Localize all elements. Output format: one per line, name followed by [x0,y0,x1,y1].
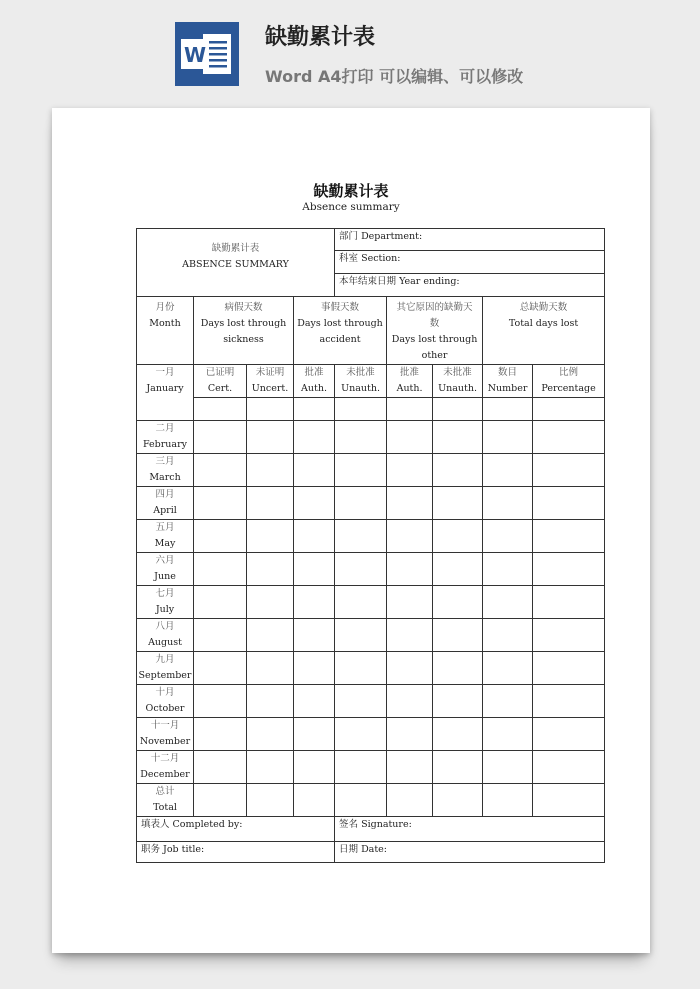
data-cell[interactable] [483,520,533,553]
data-cell[interactable] [387,520,433,553]
data-cell[interactable] [247,718,294,751]
data-cell[interactable] [387,454,433,487]
data-cell[interactable] [533,520,605,553]
month-row-may: 五月 May [137,520,194,553]
month-row-total: 总计 Total [137,784,194,817]
data-cell[interactable] [483,652,533,685]
data-cell[interactable] [483,784,533,817]
data-cell[interactable] [533,398,605,421]
data-cell[interactable] [335,398,387,421]
header-banner [0,0,700,100]
data-cell[interactable] [433,751,483,784]
data-cell[interactable] [483,685,533,718]
data-cell[interactable] [387,586,433,619]
data-cell[interactable] [533,553,605,586]
data-cell[interactable] [433,421,483,454]
subheader-unauth: 未批准 Unauth. [433,365,483,398]
data-cell[interactable] [335,784,387,817]
data-cell[interactable] [335,652,387,685]
doc-subtitle: Absence summary [302,201,400,213]
data-cell[interactable] [433,784,483,817]
data-cell[interactable] [294,586,335,619]
data-cell[interactable] [387,784,433,817]
subheader-unauth: 未批准 Unauth. [335,365,387,398]
col-header-sickness: 病假天数 Days lost through sickness [194,297,294,365]
data-cell[interactable] [533,487,605,520]
data-cell[interactable] [194,751,247,784]
data-cell[interactable] [483,454,533,487]
data-cell[interactable] [335,685,387,718]
data-cell[interactable] [483,487,533,520]
subheader-cert: 已证明 Cert. [194,365,247,398]
data-cell[interactable] [483,421,533,454]
data-cell[interactable] [433,718,483,751]
data-cell[interactable] [247,553,294,586]
data-cell[interactable] [433,619,483,652]
data-cell[interactable] [433,454,483,487]
data-cell[interactable] [247,619,294,652]
month-row-march: 三月 March [137,454,194,487]
data-cell[interactable] [294,652,335,685]
data-cell[interactable] [247,784,294,817]
data-cell[interactable] [335,718,387,751]
month-row-january: 一月 January [137,365,194,421]
data-cell[interactable] [483,619,533,652]
completed-by-field[interactable]: 填表人 Completed by: [137,817,335,842]
data-cell[interactable] [247,685,294,718]
section-field[interactable]: 科室 Section: [335,251,605,274]
signature-field[interactable]: 签名 Signature: [335,817,605,842]
month-row-february: 二月 February [137,421,194,454]
col-header-month: 月份 Month [137,297,194,365]
data-cell[interactable] [433,652,483,685]
month-row-september: 九月 September [137,652,194,685]
month-row-june: 六月 June [137,553,194,586]
data-cell[interactable] [335,751,387,784]
col-header-other: 其它原因的缺勤天数 Days lost through other [387,297,483,365]
subheader-percentage: 比例 Percentage [533,365,605,398]
data-cell[interactable] [433,398,483,421]
data-cell[interactable] [533,586,605,619]
data-cell[interactable] [247,487,294,520]
data-cell[interactable] [387,751,433,784]
data-cell[interactable] [194,718,247,751]
data-cell[interactable] [387,652,433,685]
data-cell[interactable] [294,553,335,586]
data-cell[interactable] [483,553,533,586]
year-ending-field[interactable]: 本年结束日期 Year ending: [335,274,605,297]
data-cell[interactable] [247,398,294,421]
app-title: 缺勤累计表 [265,25,376,50]
data-cell[interactable] [433,586,483,619]
data-cell[interactable] [335,586,387,619]
data-cell[interactable] [247,751,294,784]
month-row-july: 七月 July [137,586,194,619]
col-header-total: 总缺勤天数 Total days lost [483,297,605,365]
subheader-auth: 批准 Auth. [387,365,433,398]
data-cell[interactable] [483,751,533,784]
data-cell[interactable] [433,520,483,553]
data-cell[interactable] [433,685,483,718]
data-cell[interactable] [387,421,433,454]
data-cell[interactable] [294,487,335,520]
data-cell[interactable] [194,685,247,718]
data-cell[interactable] [294,751,335,784]
month-row-december: 十二月 December [137,751,194,784]
date-field[interactable]: 日期 Date: [335,842,605,863]
data-cell[interactable] [533,652,605,685]
data-cell[interactable] [335,520,387,553]
data-cell[interactable] [387,487,433,520]
data-cell[interactable] [247,652,294,685]
col-header-accident: 事假天数 Days lost through accident [294,297,387,365]
data-cell[interactable] [433,487,483,520]
data-cell[interactable] [335,487,387,520]
data-cell[interactable] [387,685,433,718]
data-cell[interactable] [194,652,247,685]
subheader-uncert: 未证明 Uncert. [247,365,294,398]
data-cell[interactable] [294,398,335,421]
data-cell[interactable] [483,398,533,421]
data-cell[interactable] [483,586,533,619]
month-row-april: 四月 April [137,487,194,520]
data-cell[interactable] [294,454,335,487]
data-cell[interactable] [533,421,605,454]
data-cell[interactable] [335,421,387,454]
data-cell[interactable] [387,619,433,652]
department-field[interactable]: 部门 Department: [335,229,605,251]
data-cell[interactable] [433,553,483,586]
data-cell[interactable] [533,454,605,487]
data-cell[interactable] [194,784,247,817]
job-title-field[interactable]: 职务 Job title: [137,842,335,863]
data-cell[interactable] [294,520,335,553]
data-cell[interactable] [194,487,247,520]
month-row-october: 十月 October [137,685,194,718]
data-cell[interactable] [294,421,335,454]
data-cell[interactable] [194,553,247,586]
data-cell[interactable] [533,751,605,784]
month-row-november: 十一月 November [137,718,194,751]
data-cell[interactable] [247,421,294,454]
data-cell[interactable] [247,586,294,619]
month-row-august: 八月 August [137,619,194,652]
data-cell[interactable] [247,454,294,487]
data-cell[interactable] [194,454,247,487]
data-cell[interactable] [533,685,605,718]
data-cell[interactable] [294,685,335,718]
data-cell[interactable] [294,784,335,817]
data-cell[interactable] [294,619,335,652]
data-cell[interactable] [533,784,605,817]
summary-label-cell: 缺勤累计表 ABSENCE SUMMARY [137,229,335,297]
data-cell[interactable] [194,398,247,421]
word-icon [175,22,239,86]
data-cell[interactable] [294,718,335,751]
subheader-number: 数目 Number [483,365,533,398]
document-page [52,108,650,953]
data-cell[interactable] [335,553,387,586]
data-cell[interactable] [533,718,605,751]
data-cell[interactable] [335,454,387,487]
data-cell[interactable] [483,718,533,751]
data-cell[interactable] [533,619,605,652]
data-cell[interactable] [387,398,433,421]
data-cell[interactable] [194,586,247,619]
data-cell[interactable] [194,421,247,454]
data-cell[interactable] [247,520,294,553]
app-subtitle: Word A4打印 可以编辑、可以修改 [265,67,524,86]
subheader-auth: 批准 Auth. [294,365,335,398]
data-cell[interactable] [387,718,433,751]
data-cell[interactable] [335,619,387,652]
svg-text:W: W [183,43,207,67]
absence-summary-table [136,228,605,863]
doc-title: 缺勤累计表 [313,182,389,200]
data-cell[interactable] [194,619,247,652]
data-cell[interactable] [194,520,247,553]
data-cell[interactable] [387,553,433,586]
